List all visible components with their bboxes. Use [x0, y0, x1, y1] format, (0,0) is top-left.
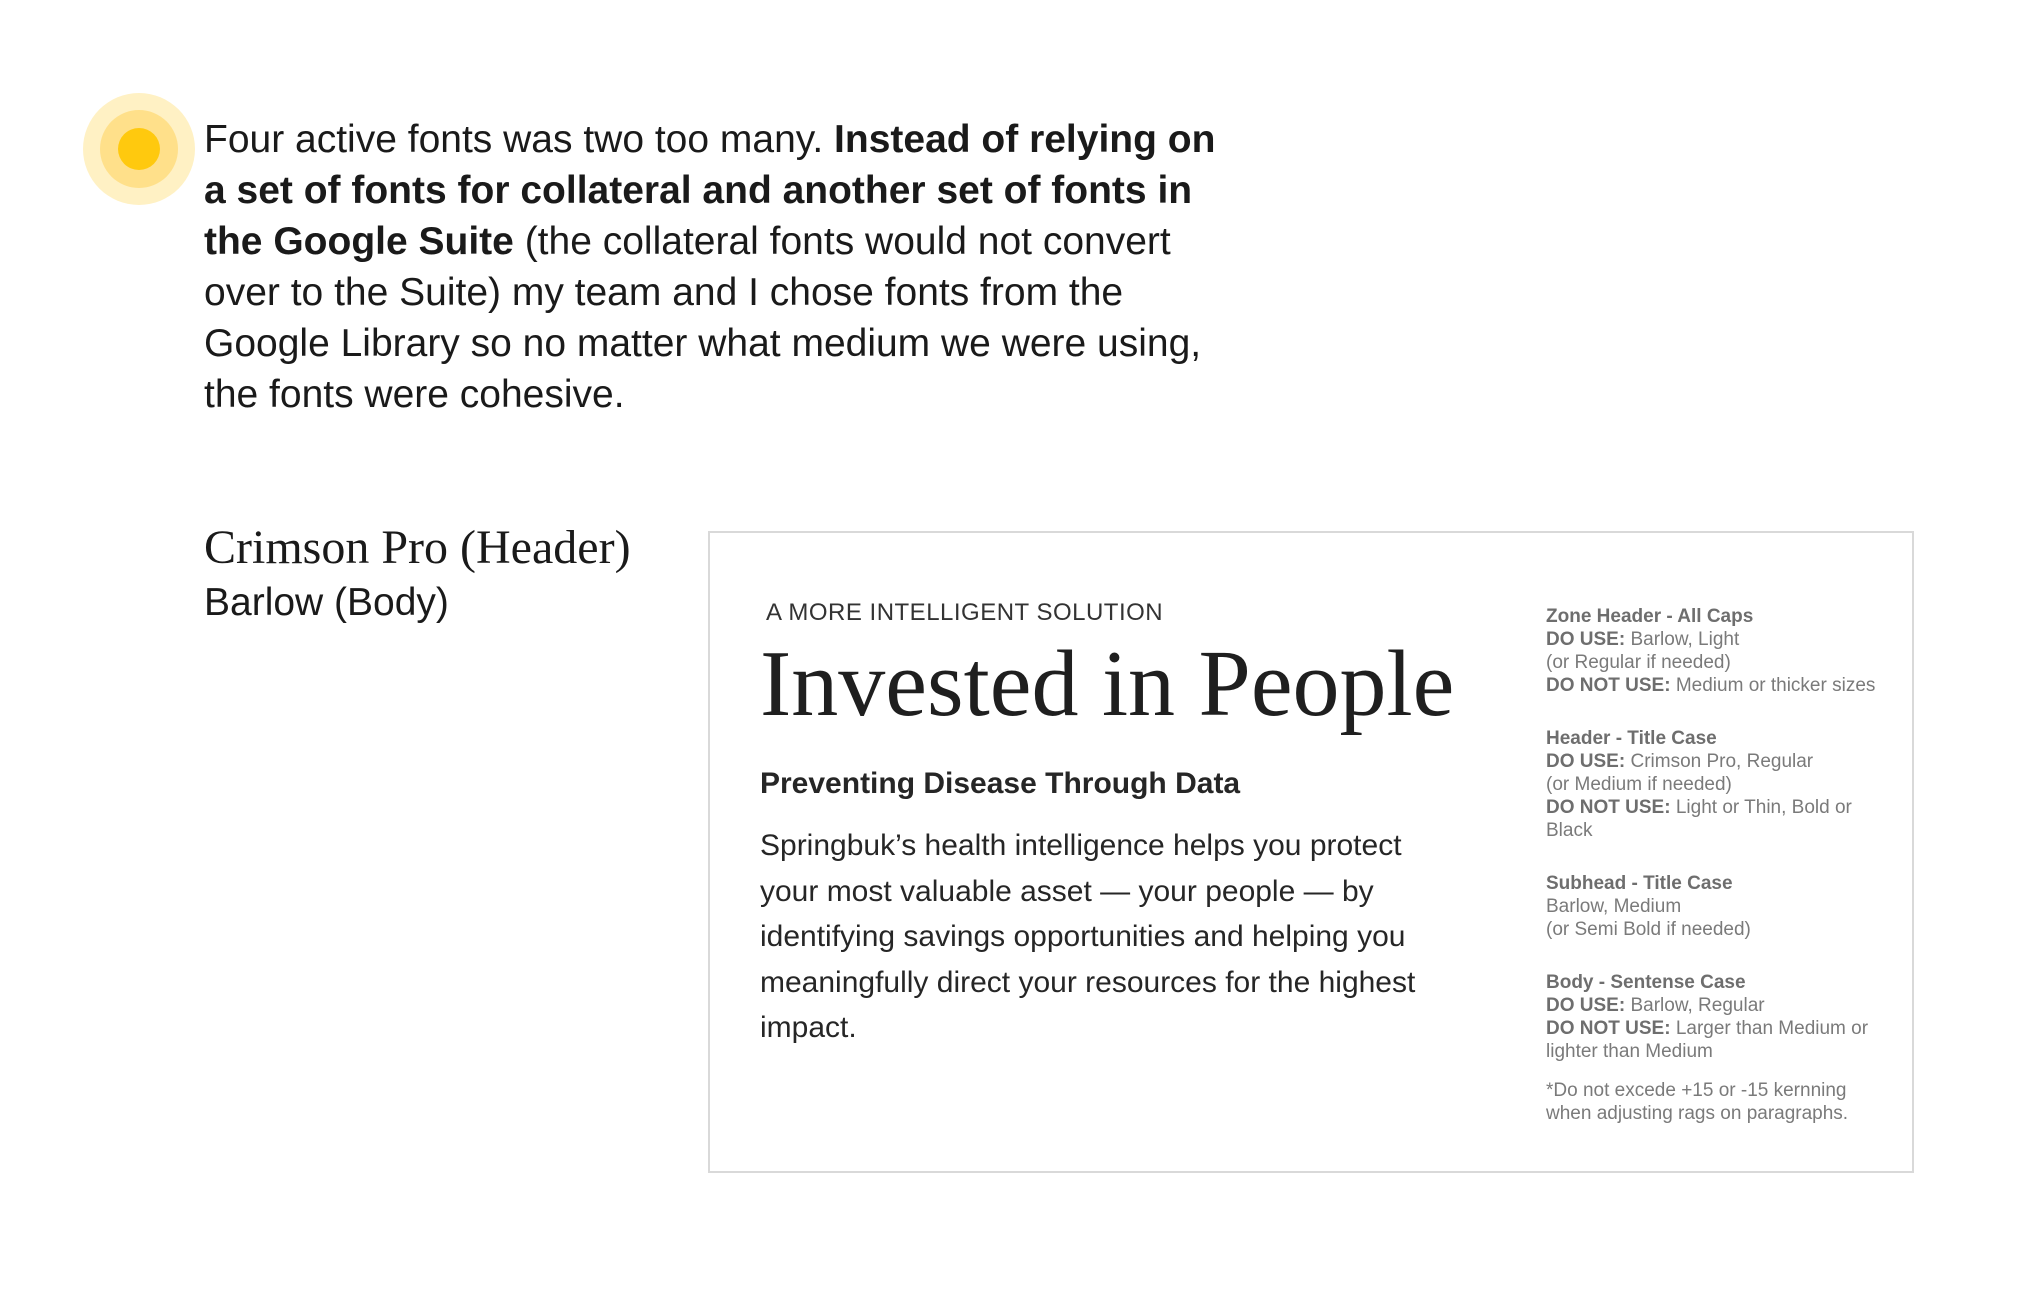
typography-sample-card [708, 531, 1914, 1173]
intro-paragraph [204, 114, 1234, 420]
note-subhead [1546, 872, 1886, 941]
note-label: DO NOT USE: [1546, 797, 1671, 818]
header-font-label: Crimson Pro (Header) [204, 521, 631, 574]
intro-rest: (the collateral fonts would not convert over to the Suite) my team and I chose fonts from the Google Library so no matter what medium we were using, the fonts were cohesive. [204, 220, 1202, 416]
note-body [1546, 971, 1886, 1063]
note-line: (or Medium if needed) [1546, 774, 1732, 795]
note-label: DO USE: [1546, 995, 1626, 1016]
note-label: DO USE: [1546, 629, 1626, 650]
note-text: Light or Thin, Bold or Black [1546, 797, 1852, 841]
note-text: Barlow, Regular [1625, 995, 1765, 1016]
note-label: DO NOT USE: [1546, 1018, 1671, 1039]
note-title: Header - Title Case [1546, 728, 1717, 749]
note-line: (or Semi Bold if needed) [1546, 919, 1751, 940]
font-pair-labels [204, 518, 631, 628]
note-text: Crimson Pro, Regular [1625, 751, 1814, 772]
note-line: Barlow, Medium [1546, 896, 1682, 917]
note-line [1546, 628, 1886, 651]
note-label: DO USE: [1546, 751, 1626, 772]
note-line [1546, 1017, 1886, 1063]
note-line: (or Regular if needed) [1546, 652, 1731, 673]
note-title: Subhead - Title Case [1546, 873, 1733, 894]
sample-subhead: Preventing Disease Through Data [760, 767, 1241, 800]
note-label: DO NOT USE: [1546, 675, 1671, 696]
note-text: Larger than Medium or lighter than Medium [1546, 1018, 1869, 1062]
note-line [1546, 796, 1886, 842]
note-title: Body - Sentense Case [1546, 972, 1746, 993]
sample-zone-header: A MORE INTELLIGENT SOLUTION [766, 599, 1164, 626]
highlight-dot-core [118, 128, 160, 170]
note-text: Barlow, Light [1625, 629, 1740, 650]
body-font-label: Barlow (Body) [204, 581, 449, 624]
note-zone-header [1546, 605, 1886, 697]
intro-lead: Four active fonts was two too many. [204, 118, 835, 161]
kerning-footnote: *Do not excede +15 or -15 kernning when adjusting rags on paragraphs. [1546, 1080, 1849, 1124]
note-line [1546, 674, 1886, 697]
sample-title: Invested in People [760, 632, 1455, 736]
note-title: Zone Header - All Caps [1546, 606, 1754, 627]
intro-emphasis: Instead of relying on a set of fonts for collateral and another set of fonts in the Google Suite [204, 118, 1216, 263]
usage-notes [1546, 605, 1886, 1125]
highlight-dot-icon [83, 93, 195, 205]
sample-body-copy: Springbuk’s health intelligence helps you protect your most valuable asset — your people — by identifying savings opportunities and helping you meaningfully direct your resources for the highest impact. [760, 829, 1416, 1044]
note-text: Medium or thicker sizes [1670, 675, 1876, 696]
note-line [1546, 750, 1886, 773]
note-header [1546, 727, 1886, 842]
note-line [1546, 994, 1886, 1017]
